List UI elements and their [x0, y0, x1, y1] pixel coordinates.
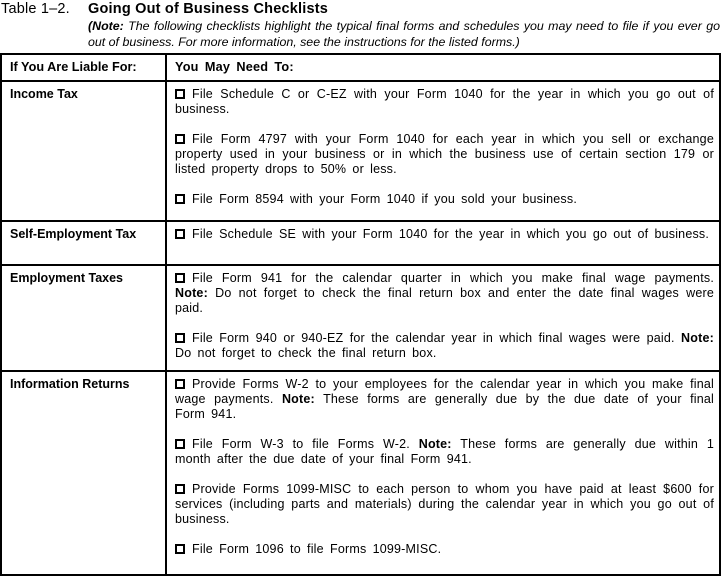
table-caption-right	[88, 1, 721, 50]
checklist-item-text: File Form 8594 with your Form 1040 if you sold your business.	[192, 192, 577, 206]
checkbox-icon[interactable]	[175, 89, 185, 99]
checkbox-icon[interactable]	[175, 379, 185, 389]
checklist-item	[175, 377, 714, 422]
checklist-cell	[167, 372, 719, 574]
checkbox-icon[interactable]	[175, 134, 185, 144]
checklist-item-text: File Form 4797 with your Form 1040 for each year in which you sell or exchange property used in your business or in which the business use of certain section 179 or listed property drops to 50% or less.	[175, 132, 714, 176]
checklist-item-text: File Form W-3 to file Forms W-2.	[192, 437, 410, 451]
checkbox-icon[interactable]	[175, 544, 185, 554]
checklist-item	[175, 192, 714, 207]
checkbox-icon[interactable]	[175, 194, 185, 204]
note-text-inline: These forms are generally due within 1 month after the due date of your final Form 941.	[175, 437, 714, 466]
note-label: (Note:	[88, 19, 124, 33]
checklist-item	[175, 271, 714, 316]
checklist-item-text: Provide Forms W-2 to your employees for the calendar year in which you make final wage payments.	[175, 377, 714, 406]
checklist-item-text: File Form 941 for the calendar quarter in which you make final wage payments.	[192, 271, 714, 285]
note-text-inline: Do not forget to check the final return box.	[175, 346, 437, 360]
checklist-cell	[167, 82, 719, 220]
table-caption	[0, 0, 721, 50]
checklist-item	[175, 132, 714, 177]
checklist-item-text: Provide Forms 1099-MISC to each person to whom you have paid at least $600 for services (including parts and materials) during the calendar year in which you go out of business.	[175, 482, 714, 526]
checklist-item-text: File Form 940 or 940-EZ for the calendar year in which final wages were paid.	[192, 331, 675, 345]
checklist-cell	[167, 266, 719, 370]
checklist-item-text: File Schedule C or C-EZ with your Form 1040 for the year in which you go out of business.	[175, 87, 714, 116]
checklist-item	[175, 482, 714, 527]
checklist-cell	[167, 222, 719, 264]
checklist-item	[175, 227, 714, 242]
table-title: Going Out of Business Checklists	[88, 1, 329, 17]
note-text: The following checklists highlight the typical final forms and schedules you may need to file if you ever go out of business. For more information, see the instructions for the listed forms.)	[88, 19, 720, 49]
liability-category: Self-Employment Tax	[2, 222, 167, 264]
business-checklist-table	[0, 53, 721, 576]
checkbox-icon[interactable]	[175, 333, 185, 343]
table-label: Table 1–2.	[1, 1, 70, 17]
liability-category: Income Tax	[2, 82, 167, 220]
table-row-information-returns	[2, 372, 719, 574]
note-label-inline: Note:	[281, 392, 315, 406]
note-label-inline: Note:	[175, 286, 208, 300]
table-note	[88, 18, 720, 50]
liability-category: Employment Taxes	[2, 266, 167, 370]
table-row-employment-taxes	[2, 266, 719, 372]
liability-category: Information Returns	[2, 372, 167, 574]
checklist-item	[175, 87, 714, 117]
checklist-item-text: File Schedule SE with your Form 1040 for the year in which you go out of business.	[192, 227, 710, 241]
checklist-item	[175, 437, 714, 467]
note-text-inline: These forms are generally due by the due date of your final Form 941.	[175, 392, 714, 421]
table-row-self-employment-tax	[2, 222, 719, 266]
note-text-inline: Do not forget to check the final return box and enter the date final wages were paid.	[175, 286, 714, 315]
checkbox-icon[interactable]	[175, 229, 185, 239]
checkbox-icon[interactable]	[175, 439, 185, 449]
checklist-item-text: File Form 1096 to file Forms 1099-MISC.	[192, 542, 442, 556]
checkbox-icon[interactable]	[175, 273, 185, 283]
table-header-row	[2, 55, 719, 82]
checkbox-icon[interactable]	[175, 484, 185, 494]
checklist-item	[175, 331, 714, 361]
may-need-to-header: You May Need To:	[175, 60, 294, 74]
checklist-item	[175, 542, 714, 557]
note-label-inline: Note:	[681, 331, 714, 345]
table-row-income-tax	[2, 82, 719, 222]
liable-for-header: If You Are Liable For:	[2, 55, 167, 80]
note-label-inline: Note:	[418, 437, 452, 451]
